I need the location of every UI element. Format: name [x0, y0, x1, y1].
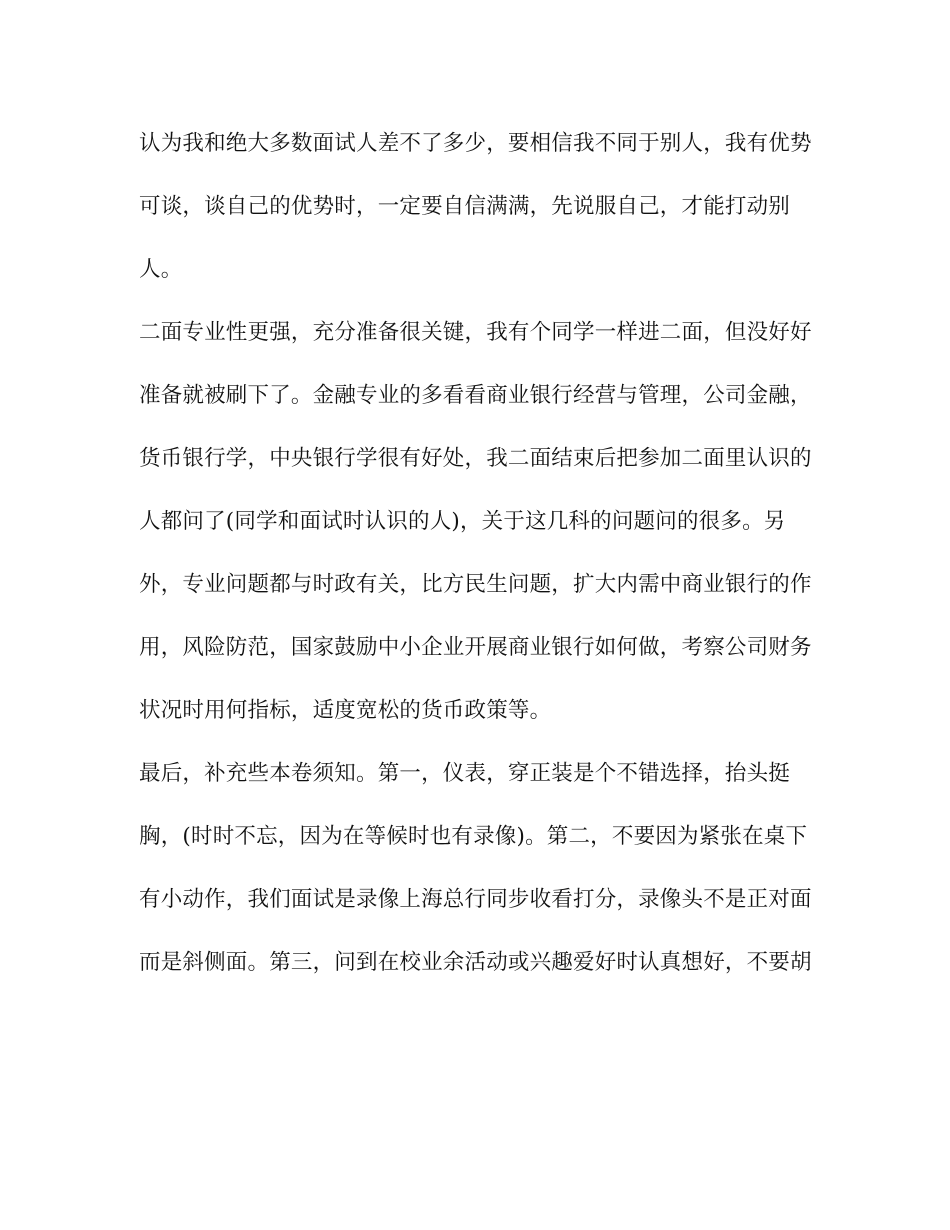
text-line: 而是斜侧面。第三，问到在校业余活动或兴趣爱好时认真想好，不要胡 [139, 950, 812, 975]
text-line: 最后，补充些本卷须知。第一，仪表，穿正装是个不错选择，抬头挺 [139, 761, 791, 786]
text-line: 可谈，谈自己的优势时，一定要自信满满，先说服自己，才能打动别 [139, 194, 791, 219]
text-line: 准备就被刷下了。金融专业的多看看商业银行经营与管理，公司金融， [139, 383, 812, 408]
text-line: 货币银行学，中央银行学很有好处，我二面结束后把参加二面里认识的 [139, 446, 812, 471]
text-line: 人都问了(同学和面试时认识的人)，关于这几科的问题问的很多。另 [139, 509, 786, 534]
text-line: 二面专业性更强，充分准备很关键，我有个同学一样进二面，但没好好 [139, 320, 812, 345]
text-line: 外，专业问题都与时政有关，比方民生问题，扩大内需中商业银行的作 [139, 572, 812, 597]
text-line: 认为我和绝大多数面试人差不了多少，要相信我不同于别人，我有优势 [139, 131, 812, 156]
text-line: 状况时用何指标，适度宽松的货币政策等。 [139, 698, 552, 723]
text-line: 有小动作，我们面试是录像上海总行同步收看打分，录像头不是正对面 [139, 887, 812, 912]
document-body [139, 119, 829, 1001]
text-line: 用，风险防范，国家鼓励中小企业开展商业银行如何做，考察公司财务 [139, 635, 812, 660]
text-line: 人。 [139, 257, 183, 282]
text-line: 胸，(时时不忘，因为在等候时也有录像)。第二，不要因为紧张在桌下 [139, 824, 808, 849]
